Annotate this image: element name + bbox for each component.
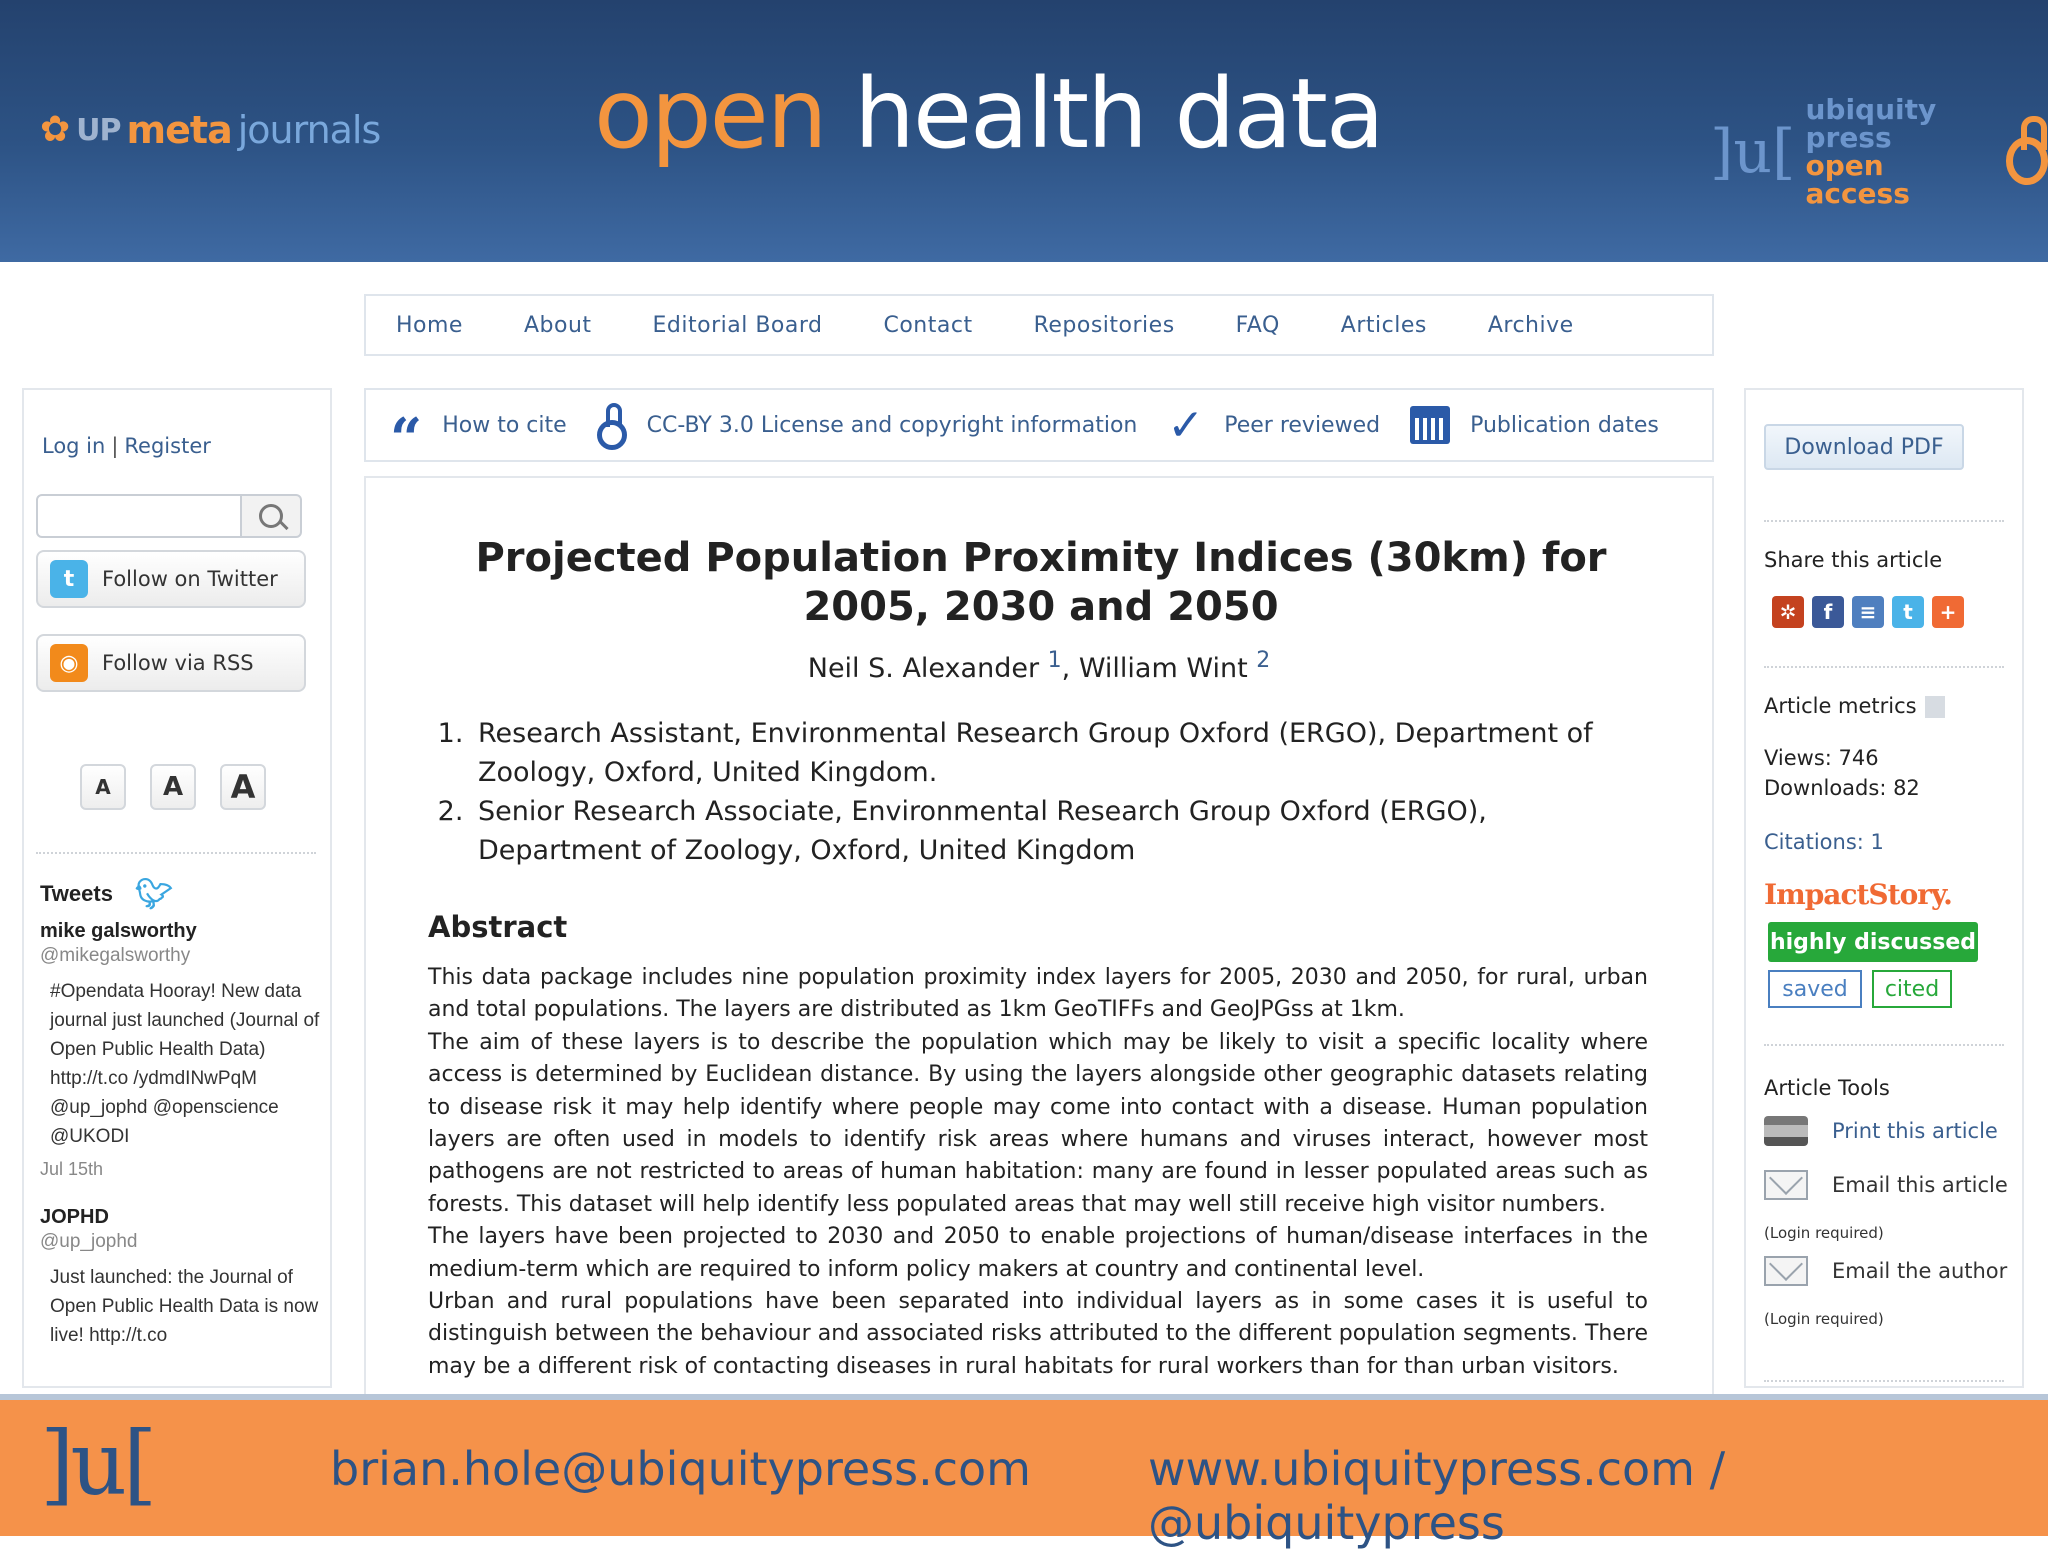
abstract-paragraph: The layers have been projected to 2030 and 2050 to enable projections of human/disease interfaces in the medium-term which are required to inform policy makers at country and continental level. xyxy=(428,1221,1648,1286)
title-health-data: health data xyxy=(854,58,1383,170)
ubiquity-press-logo[interactable] xyxy=(1710,96,2048,208)
login-link[interactable]: Log in xyxy=(42,434,105,458)
tweet-text: #Opendata Hooray! New data journal just launched (Journal of Open Public Health Data) http://t.co /ydmdINwPqM @up_jophd @openscience @UKODI xyxy=(50,977,325,1151)
article-metrics-label: Article metrics xyxy=(1764,694,1917,718)
print-article-label: Print this article xyxy=(1832,1119,1998,1143)
tweet-handle[interactable]: @up_jophd xyxy=(40,1231,325,1253)
info-icon[interactable] xyxy=(1925,696,1945,718)
views-count: Views: 746 xyxy=(1764,746,1879,770)
right-sidebar xyxy=(1744,388,2024,1388)
license-link[interactable] xyxy=(597,410,1138,440)
rss-icon: ◉ xyxy=(50,644,88,682)
reader-icon[interactable]: ≡ xyxy=(1852,596,1884,628)
cited-badge[interactable]: cited xyxy=(1872,970,1952,1008)
main-nav xyxy=(364,294,1714,356)
website-and-twitter[interactable]: www.ubiquitypress.com / @ubiquitypress xyxy=(1148,1442,2048,1550)
nav-archive[interactable]: Archive xyxy=(1488,313,1574,338)
search-box xyxy=(36,494,306,542)
tweet-user[interactable]: mike galsworthy xyxy=(40,920,325,943)
affiliation-ref[interactable]: 1 xyxy=(1048,648,1062,673)
font-large-button[interactable]: A xyxy=(220,764,266,810)
email-author-link[interactable] xyxy=(1764,1256,2007,1286)
open-access-icon xyxy=(597,420,627,450)
left-sidebar xyxy=(22,388,332,1388)
share-icon[interactable]: ✲ xyxy=(1772,596,1804,628)
article-panel xyxy=(364,476,1714,1396)
email-article-label: Email this article xyxy=(1832,1173,2008,1197)
share-icons xyxy=(1772,596,1964,628)
email-author-label: Email the author xyxy=(1832,1259,2007,1283)
peer-reviewed-label: Peer reviewed xyxy=(1224,413,1380,438)
saved-badge[interactable]: saved xyxy=(1768,970,1862,1008)
calendar-icon xyxy=(1410,406,1450,444)
affiliation-ref[interactable]: 2 xyxy=(1256,648,1270,673)
logo-journals-text: journals xyxy=(238,108,381,152)
journal-title xyxy=(594,66,1383,162)
abstract-body xyxy=(428,962,1648,1383)
article-metrics-title xyxy=(1764,694,1945,718)
article-title: Projected Population Proximity Indices (30km) for 2005, 2030 and 2050 xyxy=(406,534,1676,632)
tweets-widget xyxy=(40,874,325,1350)
login-required-note: (Login required) xyxy=(1764,1224,1884,1242)
abstract-paragraph: The aim of these layers is to describe the population which may be likely to visit a specific locality where access is determined by Euclidean distance. By using the layers alongside other geographic datasets relating to disease risk it may help identify where people may come into contact with a disease. Human population layers are often used in models to identify risk areas where humans and viruses interact, however most pathogens are not restricted to areas of human habitation: many are found in lesser populated areas such as forests. This dataset will help identify less populated areas that may well still receive high visitor numbers. xyxy=(428,1027,1648,1221)
twitter-icon[interactable]: t xyxy=(1892,596,1924,628)
register-link[interactable]: Register xyxy=(124,434,210,458)
abstract-paragraph: This data package includes nine population proximity index layers for 2005, 2030 and 2050, for rural, urban and total populations. The layers are distributed as 1km GeoTIFFs and GeoJPGss at 1km. xyxy=(428,962,1648,1027)
citations-link[interactable]: Citations: 1 xyxy=(1764,830,1884,854)
publication-dates-link[interactable] xyxy=(1410,406,1659,444)
affiliation-item: 1. Research Assistant, Environmental Research Group Oxford (ERGO), Department of Zoology, Oxford, United Kingdom. xyxy=(472,714,1642,792)
article-authors xyxy=(366,648,1712,684)
login-required-note: (Login required) xyxy=(1764,1310,1884,1328)
nav-home[interactable]: Home xyxy=(396,313,463,338)
tweets-header xyxy=(40,874,325,914)
twitter-bird-icon: 🐦︎ xyxy=(135,877,173,912)
divider xyxy=(1764,666,2004,668)
abstract-heading: Abstract xyxy=(428,910,567,944)
author-name[interactable]: William Wint xyxy=(1079,653,1248,684)
nav-about[interactable]: About xyxy=(524,313,592,338)
checkmark-icon: ✓ xyxy=(1167,400,1204,451)
ubiquity-logo: ]u[ xyxy=(40,1420,153,1508)
site-header xyxy=(0,0,2048,262)
title-open: open xyxy=(594,58,826,170)
license-label: CC-BY 3.0 License and copyright information xyxy=(647,413,1138,438)
login-register xyxy=(42,434,211,458)
printer-icon xyxy=(1764,1116,1808,1146)
upmetajournals-logo[interactable] xyxy=(40,108,380,152)
search-button[interactable] xyxy=(242,494,302,538)
how-to-cite-label: How to cite xyxy=(442,413,566,438)
ubiquity-press-text: ubiquity press xyxy=(1805,96,1995,152)
open-access-icon xyxy=(2006,137,2048,185)
share-title: Share this article xyxy=(1764,548,1942,572)
font-small-button[interactable]: A xyxy=(80,764,126,810)
open-access-text: open access xyxy=(1805,152,1995,208)
nav-faq[interactable]: FAQ xyxy=(1236,313,1280,338)
how-to-cite-link[interactable]: “ How to cite xyxy=(390,413,567,438)
affiliation-item: 2. Senior Research Associate, Environmental Research Group Oxford (ERGO), Department of Zoology, Oxford, United Kingdom xyxy=(472,792,1642,870)
email-article-link[interactable] xyxy=(1764,1170,2008,1200)
highly-discussed-badge[interactable]: highly discussed xyxy=(1768,922,1978,962)
author-name[interactable]: Neil S. Alexander xyxy=(808,653,1039,684)
article-info-bar xyxy=(364,388,1714,462)
font-medium-button[interactable]: A xyxy=(150,764,196,810)
footer-bar xyxy=(0,1394,2048,1536)
download-pdf-button[interactable]: Download PDF xyxy=(1764,424,1964,470)
abstract-paragraph: Urban and rural populations have been separated into individual layers as in some cases it is useful to distinguish between the behaviour and associated risks attributed to the different population segments. There may be a different risk of contacting diseases in rural habitats for rural workers than for than urban visitors. xyxy=(428,1286,1648,1383)
downloads-count: Downloads: 82 xyxy=(1764,776,1920,800)
search-input[interactable] xyxy=(36,494,242,538)
follow-twitter-label: Follow on Twitter xyxy=(102,567,278,591)
twitter-icon: t xyxy=(50,560,88,598)
divider xyxy=(36,852,316,854)
tweet-text: Just launched: the Journal of Open Public Health Data is now live! http://t.co xyxy=(50,1263,325,1350)
ubiquity-logo-text xyxy=(1805,96,1995,208)
affiliations-list xyxy=(426,714,1642,870)
print-article-link[interactable] xyxy=(1764,1116,1998,1146)
nav-contact[interactable]: Contact xyxy=(883,313,972,338)
impactstory-logo[interactable]: ImpactStory. xyxy=(1764,878,1952,911)
search-icon xyxy=(259,504,283,528)
flower-icon: ✿ xyxy=(40,112,70,148)
font-size-controls xyxy=(80,764,266,810)
nav-repositories[interactable]: Repositories xyxy=(1034,313,1175,338)
follow-rss-button[interactable] xyxy=(36,634,306,692)
follow-rss-label: Follow via RSS xyxy=(102,651,254,675)
add-icon[interactable]: + xyxy=(1932,596,1964,628)
envelope-icon xyxy=(1764,1256,1808,1286)
tweets-title: Tweets xyxy=(40,881,113,907)
peer-reviewed-link[interactable] xyxy=(1167,400,1380,451)
facebook-icon[interactable]: f xyxy=(1812,596,1844,628)
tweet-date[interactable]: Jul 15th xyxy=(40,1159,325,1180)
tweet-handle[interactable]: @mikegalsworthy xyxy=(40,945,325,967)
nav-editorial-board[interactable]: Editorial Board xyxy=(653,313,823,338)
divider xyxy=(1764,1380,2004,1382)
divider xyxy=(1764,1044,2004,1046)
ubiquity-bracket-logo: ]u[ xyxy=(1710,122,1795,182)
follow-twitter-button[interactable] xyxy=(36,550,306,608)
login-separator: | xyxy=(111,434,118,458)
tweet-user[interactable]: JOPHD xyxy=(40,1206,325,1229)
nav-articles[interactable]: Articles xyxy=(1341,313,1427,338)
author-separator: , xyxy=(1062,653,1079,684)
logo-meta-text: meta xyxy=(127,108,232,152)
logo-up-text: UP xyxy=(76,113,120,148)
publication-dates-label: Publication dates xyxy=(1470,413,1659,438)
article-tools-title: Article Tools xyxy=(1764,1076,1890,1100)
contact-email[interactable]: brian.hole@ubiquitypress.com xyxy=(330,1442,1031,1496)
envelope-icon xyxy=(1764,1170,1808,1200)
divider xyxy=(1764,520,2004,522)
